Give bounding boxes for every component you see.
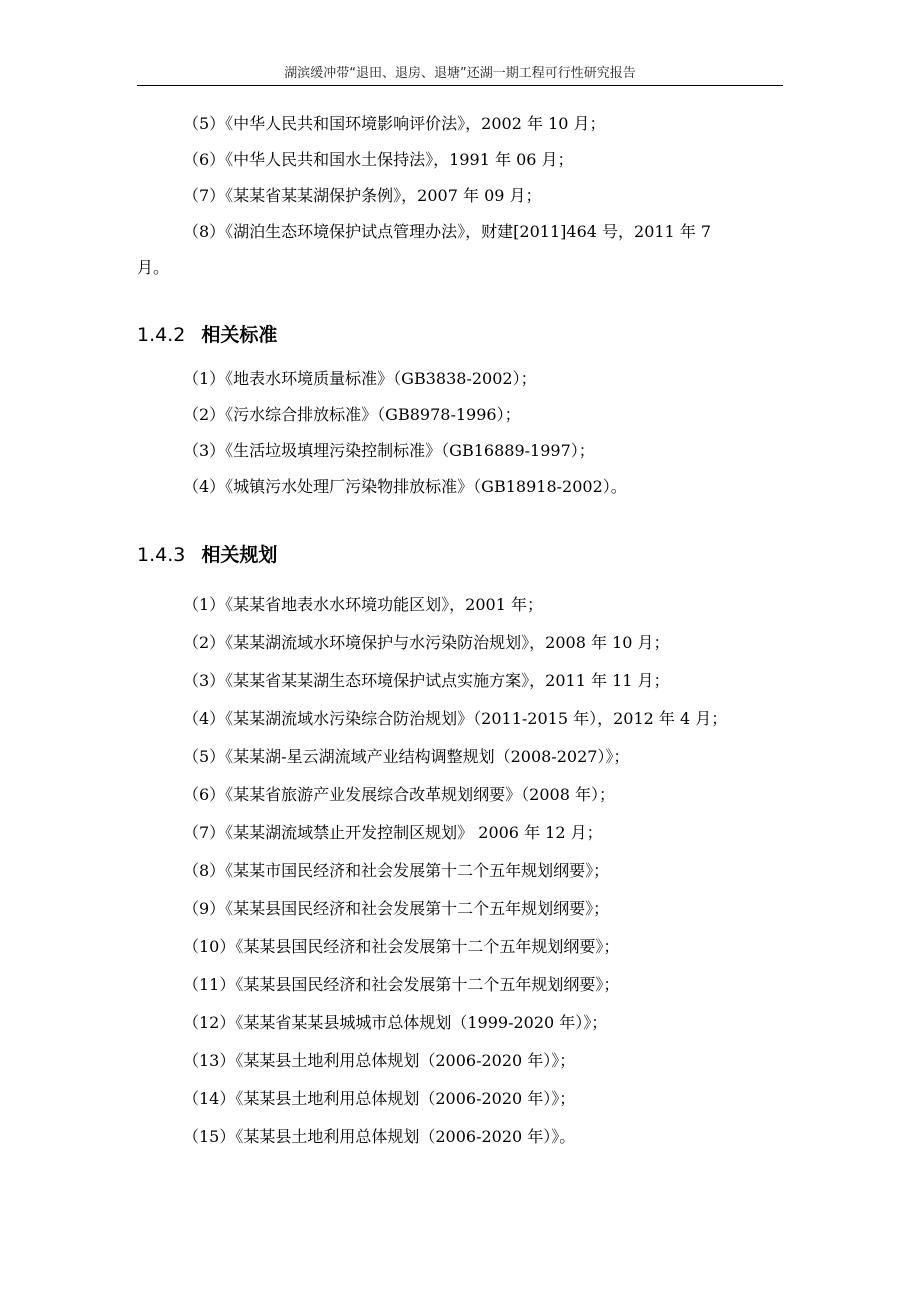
plan-item: （13）《某某县土地利用总体规划（2006-2020 年）》； [183,1051,576,1070]
section-heading-standards [137,320,277,347]
header-rule [137,85,783,86]
plan-item: （9）《某某县国民经济和社会发展第十二个五年规划纲要》； [183,899,610,918]
law-item-continued: 月。 [137,258,170,277]
section-heading-plans [137,540,277,567]
plan-item: （15）《某某县土地利用总体规划（2006-2020 年）》。 [183,1127,576,1146]
plan-item: （10）《某某县国民经济和社会发展第十二个五年规划纲要》； [183,937,620,956]
standard-item: （1）《地表水环境质量标准》（GB3838-2002）； [183,369,537,388]
plan-item: （1）《某某省地表水水环境功能区划》，2001 年； [183,595,543,614]
section-number: 1.4.3 [137,544,186,566]
plan-item: （8）《某某市国民经济和社会发展第十二个五年规划纲要》； [183,861,610,880]
standard-item: （3）《生活垃圾填埋污染控制标准》（GB16889-1997）； [183,441,595,460]
section-title: 相关标准 [201,324,278,346]
standard-item: （4）《城镇污水处理厂污染物排放标准》（GB18918-2002）。 [183,477,627,496]
plan-item: （3）《某某省某某湖生态环境保护试点实施方案》，2011 年 11 月； [183,671,670,690]
section-number: 1.4.2 [137,324,186,346]
plan-item: （2）《某某湖流域水环境保护与水污染防治规划》，2008 年 10 月； [183,633,670,652]
section-title: 相关规划 [201,544,278,566]
plan-item: （6）《某某省旅游产业发展综合改革规划纲要》（2008 年）； [183,785,615,804]
plan-item: （12）《某某省某某县城城市总体规划（1999-2020 年）》； [183,1013,608,1032]
law-item: （7）《某某省某某湖保护条例》，2007 年 09 月； [183,186,542,205]
law-item: （8）《湖泊生态环境保护试点管理办法》，财建[2011]464 号，2011 年 7 [183,222,712,241]
plan-item: （7）《某某湖流域禁止开发控制区规划》 2006 年 12 月； [183,823,603,842]
law-item: （6）《中华人民共和国水土保持法》，1991 年 06 月； [183,150,574,169]
law-item: （5）《中华人民共和国环境影响评价法》，2002 年 10 月； [183,114,606,133]
plan-item: （5）《某某湖-星云湖流域产业结构调整规划（2008-2027）》； [183,747,630,766]
plan-item: （11）《某某县国民经济和社会发展第十二个五年规划纲要》； [183,975,620,994]
plan-item: （14）《某某县土地利用总体规划（2006-2020 年）》； [183,1089,576,1108]
plan-item: （4）《某某湖流域水污染综合防治规划》（2011-2015 年），2012 年 4 月； [183,709,728,728]
standard-item: （2）《污水综合排放标准》（GB8978-1996）； [183,405,521,424]
page-header: 湖滨缓冲带“退田、退房、退塘”还湖一期工程可行性研究报告 [284,66,636,81]
